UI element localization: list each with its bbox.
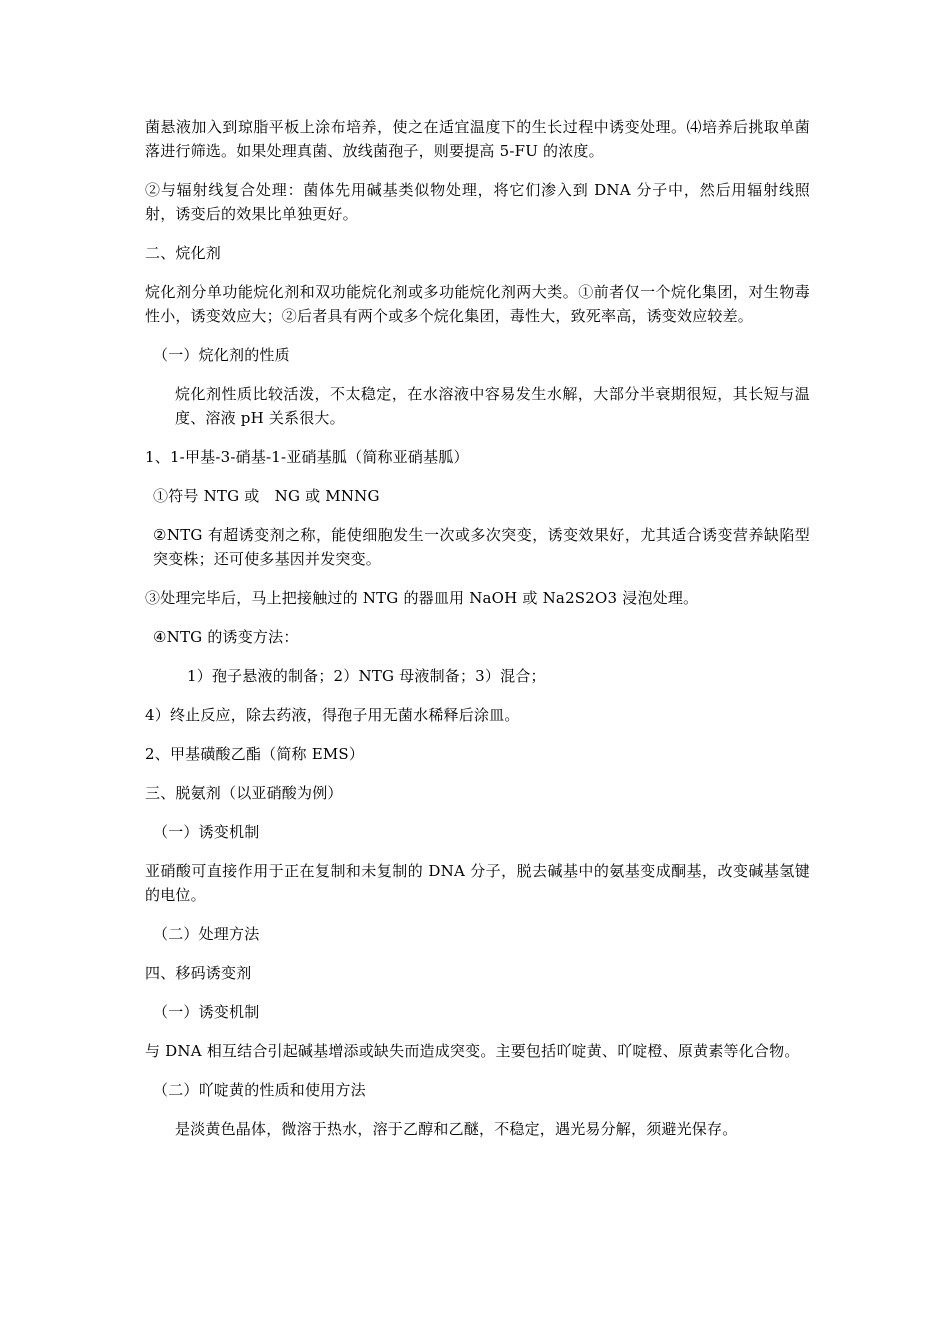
paragraph-ntg-cleanup: ③处理完毕后，马上把接触过的 NTG 的器皿用 NaOH 或 Na2S2O3 浸泡处理。 xyxy=(145,589,699,607)
paragraph-bacterial-suspension: 菌悬液加入到琼脂平板上涂布培养，使之在适宜温度下的生长过程中诱变处理。⑷培养后挑取单菌落进行筛选。如果处理真菌、放线菌孢子，则要提高 5-FU 的浓度。 xyxy=(145,118,810,160)
subheading-acridine-yellow: （二）吖啶黄的性质和使用方法 xyxy=(153,1081,366,1099)
section-heading-frameshift-mutagens: 四、移码诱变剂 xyxy=(145,964,252,982)
paragraph-ntg-steps-1-3: 1）孢子悬液的制备；2）NTG 母液制备；3）混合； xyxy=(187,667,546,685)
item-heading-ems: 2、甲基磺酸乙酯（简称 EMS） xyxy=(145,745,365,763)
document-body xyxy=(145,115,810,1156)
paragraph-ntg-supermutagen: ②NTG 有超诱变剂之称，能使细胞发生一次或多次突变，诱变效果好，尤其适合诱变营养缺陷型突变株；还可使多基因并发突变。 xyxy=(153,526,810,568)
paragraph-alkylating-properties: 烷化剂性质比较活泼，不太稳定，在水溶液中容易发生水解，大部分半衰期很短，其长短与温度、溶液 pH 关系很大。 xyxy=(175,385,810,427)
paragraph-ntg-step-4: 4）终止反应，除去药液，得孢子用无菌水稀释后涂皿。 xyxy=(145,706,520,724)
paragraph-ntg-method: ④NTG 的诱变方法： xyxy=(153,628,299,646)
paragraph-frameshift-description: 与 DNA 相互结合引起碱基增添或缺失而造成突变。主要包括吖啶黄、吖啶橙、原黄素等化合物。 xyxy=(145,1042,800,1060)
section-heading-alkylating-agents: 二、烷化剂 xyxy=(145,244,222,262)
subheading-frameshift-mechanism: （一）诱变机制 xyxy=(153,1003,260,1021)
paragraph-radiation-combination: ②与辐射线复合处理：菌体先用碱基类似物处理，将它们渗入到 DNA 分子中，然后用辐射线照射，诱变后的效果比单独更好。 xyxy=(145,181,810,223)
paragraph-acridine-yellow-properties: 是淡黄色晶体，微溶于热水，溶于乙醇和乙醚，不稳定，遇光易分解，须避光保存。 xyxy=(175,1120,738,1138)
subheading-deamination-method: （二）处理方法 xyxy=(153,925,260,943)
section-heading-deaminating-agents: 三、脱氨剂（以亚硝酸为例） xyxy=(145,784,343,802)
subheading-alkylating-properties: （一）烷化剂的性质 xyxy=(153,346,290,364)
item-heading-ntg: 1、1-甲基-3-硝基-1-亚硝基胍（简称亚硝基胍） xyxy=(145,448,469,466)
subheading-deamination-mechanism: （一）诱变机制 xyxy=(153,823,260,841)
paragraph-alkylating-types: 烷化剂分单功能烷化剂和双功能烷化剂或多功能烷化剂两大类。①前者仅一个烷化集团，对生物毒性小，诱变效应大；②后者具有两个或多个烷化集团，毒性大，致死率高，诱变效应较差。 xyxy=(145,283,810,325)
paragraph-nitrous-acid: 亚硝酸可直接作用于正在复制和未复制的 DNA 分子，脱去碱基中的氨基变成酮基，改变碱基氢键的电位。 xyxy=(145,862,810,904)
paragraph-ntg-symbol: ①符号 NTG 或 NG 或 MNNG xyxy=(153,487,380,505)
